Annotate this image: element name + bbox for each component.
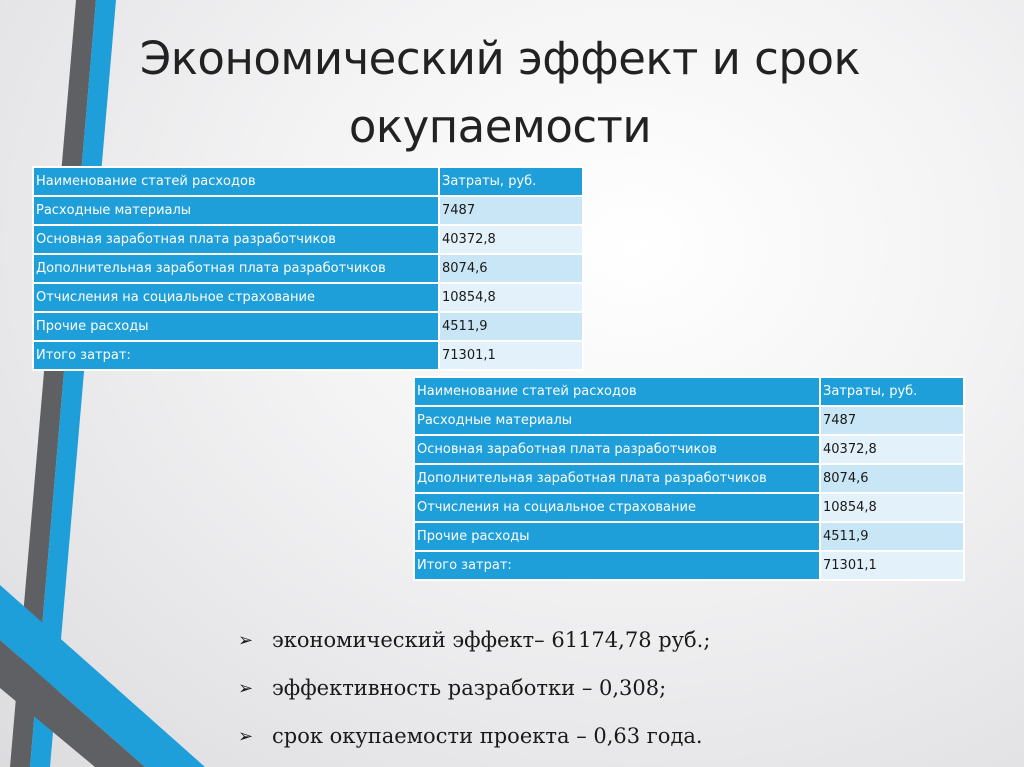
row-value-cell: 10854,8 [820, 493, 964, 522]
total-name-cell: Итого затрат: [414, 551, 820, 580]
row-name-cell: Отчисления на социальное страхование [414, 493, 820, 522]
list-item [238, 712, 710, 760]
table-row [414, 464, 964, 493]
row-value-cell: 4511,9 [439, 312, 583, 341]
table-total-row [33, 341, 583, 370]
table-header-row [33, 167, 583, 196]
table-total-row [414, 551, 964, 580]
table-row [414, 493, 964, 522]
arrow-bullet-icon: ➢ [238, 677, 254, 699]
list-item [238, 664, 710, 712]
row-value-cell: 7487 [820, 406, 964, 435]
header-value-cell: Затраты, руб. [820, 377, 964, 406]
row-value-cell: 8074,6 [439, 254, 583, 283]
row-value-cell: 10854,8 [439, 283, 583, 312]
row-value-cell: 40372,8 [439, 225, 583, 254]
row-name-cell: Дополнительная заработная плата разработчиков [414, 464, 820, 493]
table-row [414, 406, 964, 435]
row-name-cell: Прочие расходы [33, 312, 439, 341]
bullet-text: экономический эффект– 61174,78 руб.; [272, 628, 711, 652]
cost-table-bottom [413, 376, 965, 581]
summary-bullet-list [238, 616, 710, 760]
list-item [238, 616, 710, 664]
header-name-cell: Наименование статей расходов [414, 377, 820, 406]
table-row [414, 435, 964, 464]
row-name-cell: Дополнительная заработная плата разработчиков [33, 254, 439, 283]
row-value-cell: 4511,9 [820, 522, 964, 551]
row-value-cell: 40372,8 [820, 435, 964, 464]
slide-title-line2: окупаемости [348, 100, 652, 153]
slide-title-line1: Экономический эффект и срок [139, 32, 861, 85]
arrow-bullet-icon: ➢ [238, 629, 254, 651]
row-name-cell: Основная заработная плата разработчиков [33, 225, 439, 254]
bullet-text: эффективность разработки – 0,308; [272, 676, 667, 700]
table-row [33, 283, 583, 312]
header-value-cell: Затраты, руб. [439, 167, 583, 196]
total-value-cell: 71301,1 [439, 341, 583, 370]
table-row [33, 312, 583, 341]
table-row [33, 254, 583, 283]
arrow-bullet-icon: ➢ [238, 725, 254, 747]
row-value-cell: 7487 [439, 196, 583, 225]
total-value-cell: 71301,1 [820, 551, 964, 580]
bullet-text: срок окупаемости проекта – 0,63 года. [272, 724, 703, 748]
row-name-cell: Расходные материалы [414, 406, 820, 435]
header-name-cell: Наименование статей расходов [33, 167, 439, 196]
table-row [33, 225, 583, 254]
table-header-row [414, 377, 964, 406]
row-value-cell: 8074,6 [820, 464, 964, 493]
row-name-cell: Расходные материалы [33, 196, 439, 225]
cost-table-top [32, 166, 584, 371]
row-name-cell: Прочие расходы [414, 522, 820, 551]
table-row [33, 196, 583, 225]
row-name-cell: Отчисления на социальное страхование [33, 283, 439, 312]
row-name-cell: Основная заработная плата разработчиков [414, 435, 820, 464]
total-name-cell: Итого затрат: [33, 341, 439, 370]
table-row [414, 522, 964, 551]
